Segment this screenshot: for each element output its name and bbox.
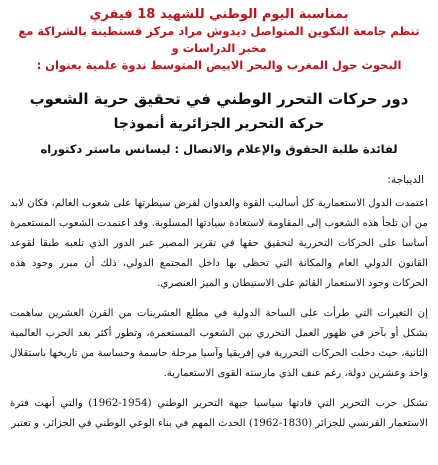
organizer-line: تنظم جامعة التكوين المتواصل ديدوش مراد مركز قسنطينة بالشراكة مع مخبر الدراسات و (18, 24, 420, 55)
paragraph-2: إن التغيرات التي طرأت على الساحة الدولية في مطلع العشرينات من القرن العشرين ساهمت بشكل أو بآخر في ظهور العمل التحرري بين الشعوب المستعمرة، وتطور أكثر بعد الحرب العالمية الثانية، حيث دخلت الحركات التحررية في إفريقيا وآسيا مرحلة حاسمة وحساسة من تاريخها باستقلال واحد وعشرين دولة، رغم عنف الذي مارسته القوى الاستعمارية. (10, 308, 428, 379)
target-audience: لفائدة طلبة الحقوق والإعلام والاتصال : ليسانس ماستر دكتوراه (40, 142, 398, 156)
occasion-line: بمناسبة اليوم الوطني للشهيد 18 فيفري (89, 7, 349, 22)
paragraph-3: تشكل حرب التحرير التي قادتها سياسيا جبهة التحرير الوطني (1954-1962) والتي أنهت فترة الاستعمار الفرنسي للجزائر (1830-1962) الحدث المهم في بناء الوعي الوطني في الجزائر، و تعتبر (10, 398, 428, 429)
title-block (8, 90, 430, 132)
event-header (8, 6, 430, 74)
symposium-line: البحوث حول المغرب والبحر الابيض المتوسط ندوة علمية بعنوان : (36, 58, 402, 72)
main-title: دور حركات التحرر الوطني في تحقيق حرية الشعوب (29, 90, 409, 108)
preamble-label: الديباجة: (387, 174, 424, 186)
sub-title: حركة التحرير الجزائرية أنموذجا (113, 116, 325, 132)
paragraph-1: اعتمدت الدول الاستعمارية كل أساليب القوة والعدوان لفرض سيطرتها على شعوب العالم، فكان لابد من أن تلجأ هذه الشعوب إلى المقاومة لاستعادة سيادتها المسلوبة. وقد اعتمدت الشعوب المستعمرة أساسا على الحركات التحررية لتحقيق حقها في تقرير المصير عبر الدور الذي تلعبه طبقا لقوعد القانون الدولي العام والمكانة التي تحظى بها داخل المجتمع الدولي، ذلك أن مبرر وجود هذه الحركات وجود الاستعمار القائم على الاستيطان و الميز العنصري. (9, 198, 428, 289)
